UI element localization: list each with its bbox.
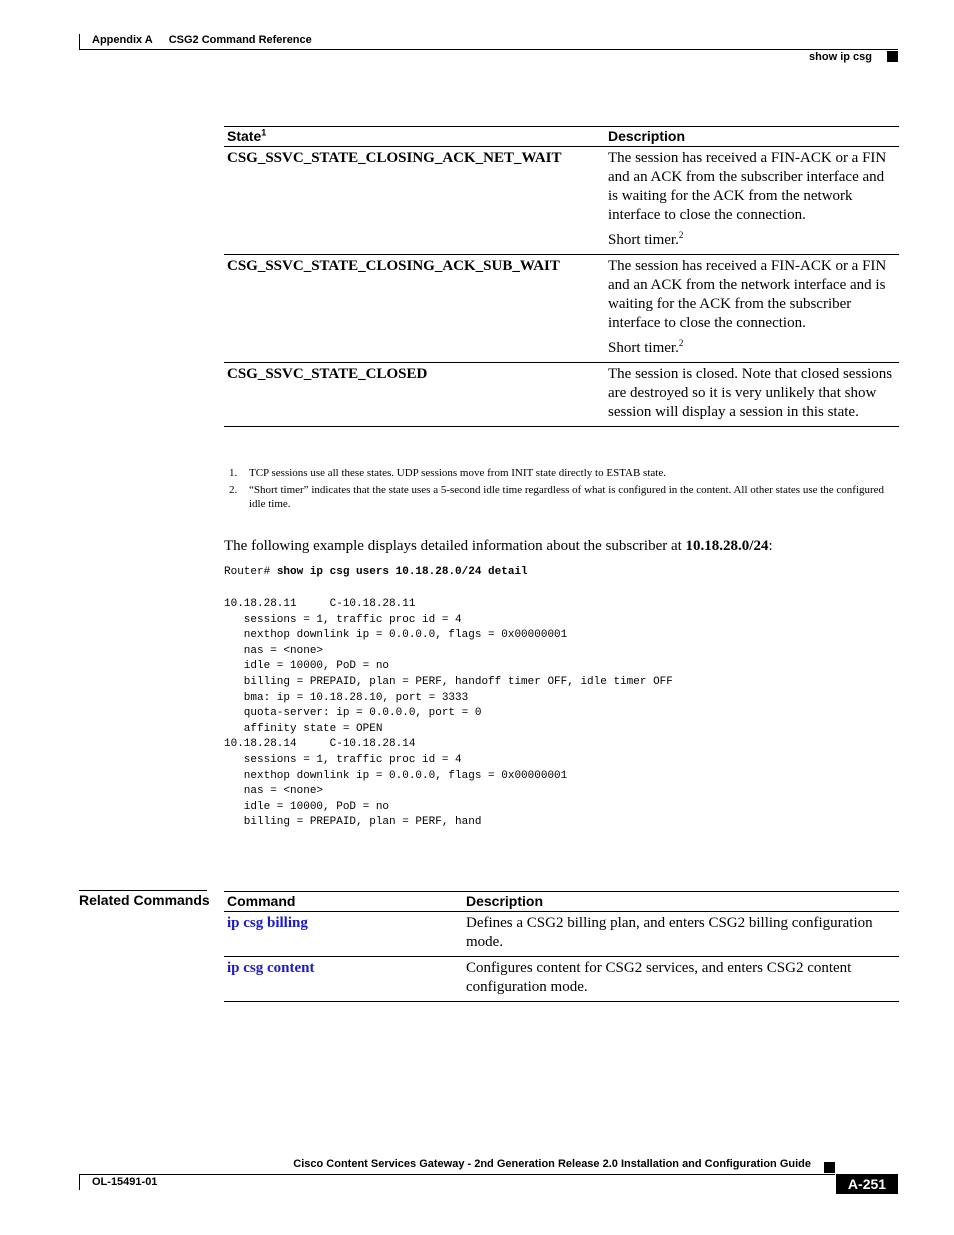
table-row <box>224 912 899 957</box>
description-column-header: Description <box>605 127 899 147</box>
footer-left-bar <box>79 1174 80 1190</box>
footnote-ref: 1 <box>261 127 267 138</box>
command-description: Configures content for CSG2 services, and enters CSG2 content configuration mode. <box>463 957 899 1002</box>
state-name: CSG_SSVC_STATE_CLOSED <box>224 363 605 427</box>
header-left-bar <box>79 34 80 50</box>
related-commands-rule <box>79 890 207 891</box>
related-commands-table <box>224 891 899 1002</box>
state-description: The session has received a FIN-ACK or a FIN and an ACK from the subscriber interface and is waiting for the ACK from the network interface to close the connection. Short timer.$^2$ <box>605 147 899 255</box>
example-command: show ip csg users 10.18.28.0/24 detail <box>276 566 528 578</box>
example-output: 10.18.28.11 C-10.18.28.11 sessions = 1, traffic proc id = 4 nexthop downlink ip = 0.0.0.0, flags = 0x00000001 nas = <none> idle = 10000, PoD = no billing = PREPAID, plan = PERF, handoff timer OFF, idle timer OFF bma: ip = 10.18.28.10, port = 3333 quota-server: ip = 0.0.0.0, port = 0 affinity state = OPEN 10.18.28.14 C-10.18.28.14 sessions = 1, traffic proc id = 4 nexthop downlink ip = 0.0.0.0, flags = 0x00000001 nas = <none> idle = 10000, PoD = no billing = PREPAID, plan = PERF, hand <box>224 598 673 829</box>
footnote: 1. TCP sessions use all these states. UDP sessions move from INIT state directly to ESTAB state. <box>229 467 666 479</box>
command-column-header: Command <box>224 892 463 912</box>
table-row <box>224 147 899 255</box>
related-table-header-row <box>224 892 899 912</box>
example-command-line <box>224 566 528 578</box>
table-row <box>224 957 899 1002</box>
state-name: CSG_SSVC_STATE_CLOSING_ACK_SUB_WAIT <box>224 255 605 363</box>
example-intro: The following example displays detailed information about the subscriber at 10.18.28.0/24: <box>224 538 773 554</box>
header-marker-box <box>887 51 898 62</box>
footer-rule <box>79 1174 835 1175</box>
router-prompt: Router# <box>224 566 277 578</box>
state-name: CSG_SSVC_STATE_CLOSING_ACK_NET_WAIT <box>224 147 605 255</box>
link-ip-csg-billing[interactable]: ip csg billing <box>224 912 463 957</box>
header-rule <box>79 49 898 50</box>
table-row <box>224 255 899 363</box>
state-description: The session has received a FIN-ACK or a FIN and an ACK from the network interface and is waiting for the ACK from the subscriber interface to close the connection. Short timer.$^2$ <box>605 255 899 363</box>
footnote-ref: 2 <box>678 230 684 240</box>
running-header <box>92 34 312 46</box>
header-section: Appendix A <box>92 34 153 46</box>
table-row <box>224 363 899 427</box>
state-table-header-row <box>224 127 899 147</box>
footer-guide-title: Cisco Content Services Gateway - 2nd Generation Release 2.0 Installation and Configuration Guide <box>293 1158 811 1170</box>
footnote: 2. “Short timer” indicates that the state uses a 5-second idle time regardless of what is configured in the content. All other states use the configured idle time. <box>229 484 885 510</box>
link-ip-csg-content[interactable]: ip csg content <box>224 957 463 1002</box>
header-topic: show ip csg <box>809 51 872 63</box>
state-table <box>224 126 899 427</box>
table-footnotes <box>229 466 899 514</box>
related-commands-title: Related Commands <box>79 892 210 908</box>
state-column-header: State$^1$ <box>224 127 605 147</box>
footnote-ref: 2 <box>678 338 684 348</box>
state-description: The session is closed. Note that closed sessions are destroyed so it is very unlikely that show session will display a session in this state. <box>605 363 899 427</box>
footer-marker-box <box>824 1162 835 1173</box>
description-column-header: Description <box>463 892 899 912</box>
page-number: A-251 <box>836 1174 898 1194</box>
footer-doc-number: OL-15491-01 <box>92 1176 158 1188</box>
subscriber-address: 10.18.28.0/24 <box>685 538 769 554</box>
command-description: Defines a CSG2 billing plan, and enters CSG2 billing configuration mode. <box>463 912 899 957</box>
header-chapter: CSG2 Command Reference <box>168 34 312 46</box>
